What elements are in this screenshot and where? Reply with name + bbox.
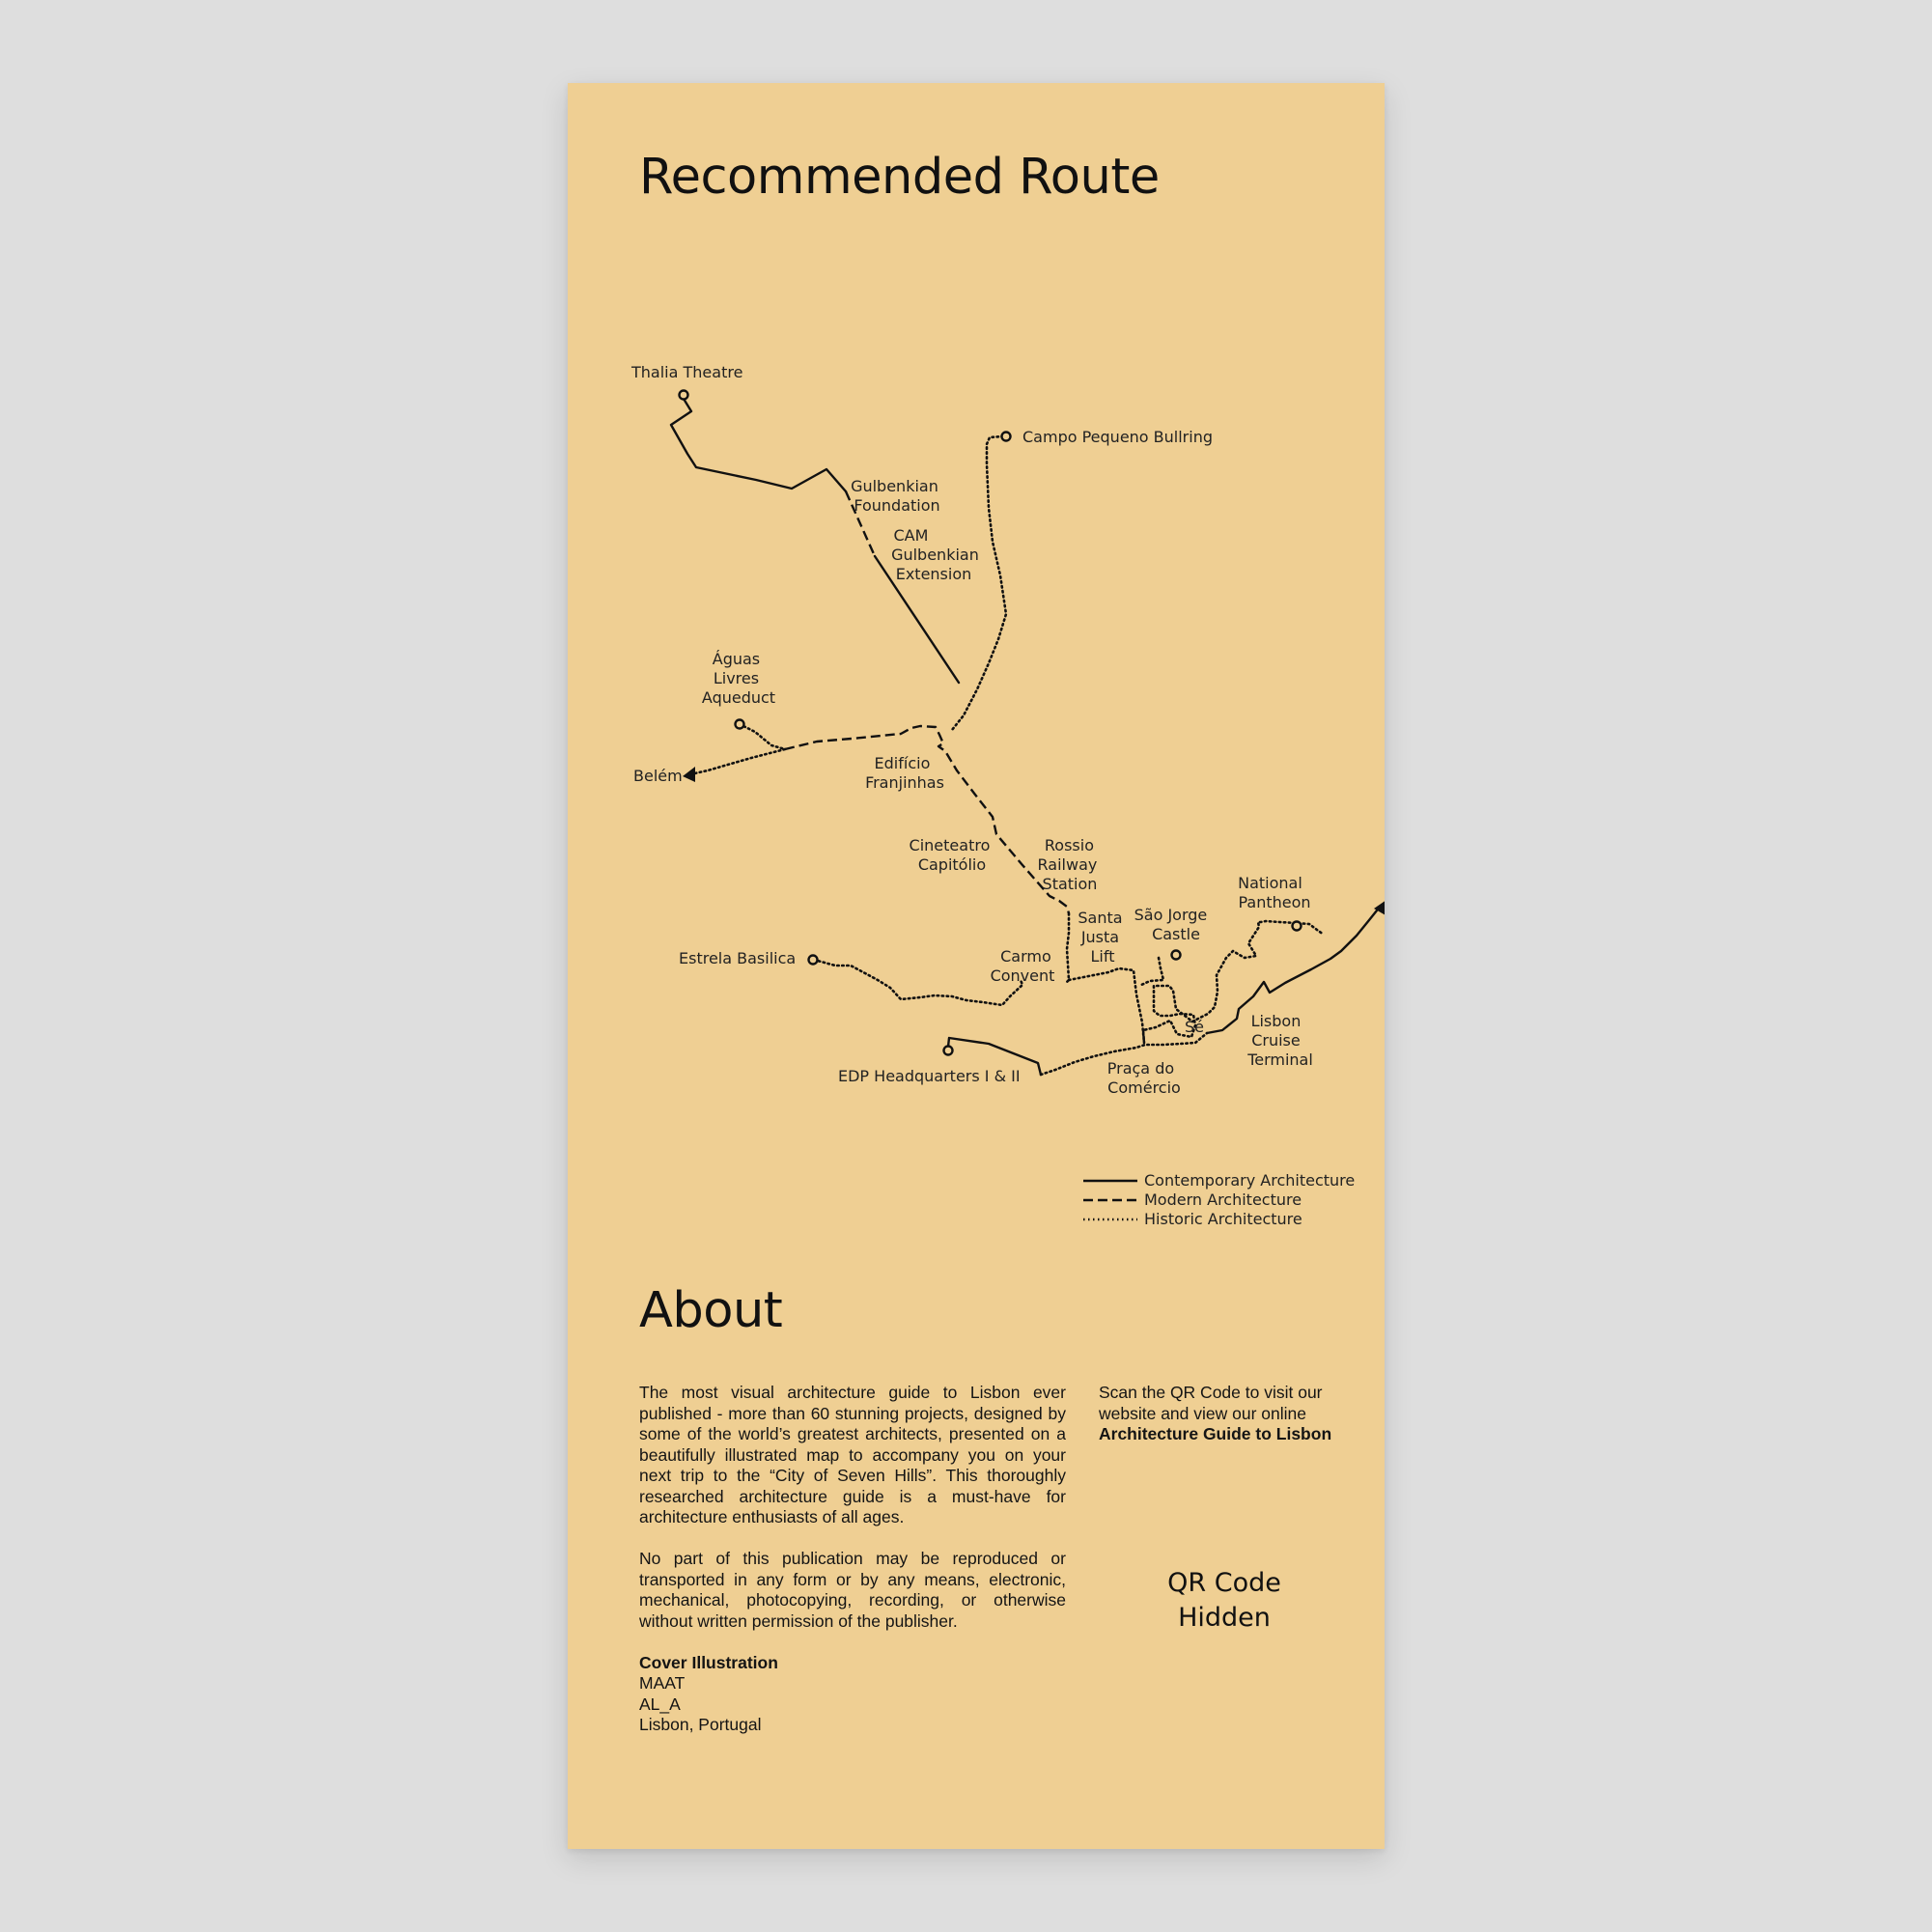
label-estrela: Estrela Basilica	[679, 949, 797, 967]
label-carmo: Carmo Convent	[990, 947, 1055, 985]
label-cineteatro: Cineteatro Capitólio	[909, 836, 991, 874]
stop-edp[interactable]	[944, 1047, 953, 1055]
label-edp: EDP Headquarters I & II	[838, 1067, 1021, 1085]
legend-historic: Historic Architecture	[1144, 1210, 1302, 1228]
label-rossio: Rossio Railway Station	[1037, 836, 1098, 893]
label-pantheon: National Pantheon	[1238, 874, 1311, 911]
legend-modern: Modern Architecture	[1144, 1190, 1302, 1209]
label-gulbenkian: Gulbenkian Foundation	[851, 477, 940, 515]
stop-pantheon[interactable]	[1293, 922, 1302, 931]
credit-line: MAAT	[639, 1673, 686, 1693]
label-thalia: Thalia Theatre	[631, 363, 743, 381]
label-edificio: Edifício Franjinhas	[865, 754, 944, 792]
arrow-belem-icon	[683, 767, 695, 782]
stop-estrela[interactable]	[809, 956, 818, 965]
route-historic-aguas	[740, 724, 785, 749]
credit-line: Lisbon, Portugal	[639, 1715, 762, 1734]
route-historic-se-link	[1139, 958, 1163, 986]
label-belem: Belém	[633, 767, 683, 785]
route-title: Recommended Route	[639, 149, 1160, 206]
stop-sao-jorge[interactable]	[1172, 951, 1181, 960]
about-title: About	[639, 1282, 783, 1339]
route-historic-lift	[1069, 968, 1144, 1043]
brochure-page	[568, 83, 1385, 1849]
label-sao-jorge: São Jorge Castle	[1134, 906, 1208, 943]
about-paragraph-1: The most visual architecture guide to Lisbon ever published - more than 60 stunning projects, designed by some of the world’s greatest architects, presented on a beautifully illustrated map to accompany you on your next trip to the “City of Seven Hills”. This thoroughly researched architecture guide is a must-have for architecture enthusiasts of all ages.	[639, 1383, 1066, 1526]
stop-campo[interactable]	[1002, 433, 1011, 441]
credit-heading: Cover Illustration	[639, 1652, 778, 1672]
qr-link[interactable]: Architecture Guide to Lisbon	[1099, 1424, 1332, 1443]
route-contemporary-north	[671, 399, 846, 491]
label-santa-justa: Santa Justa Lift	[1078, 909, 1123, 966]
qr-code-placeholder[interactable]	[1108, 1566, 1340, 1636]
label-se: Sé	[1185, 1018, 1204, 1036]
qr-text: Scan the QR Code to visit our website and view our online	[1099, 1383, 1323, 1423]
route-historic-rossio	[1066, 913, 1069, 983]
label-campo: Campo Pequeno Bullring	[1022, 428, 1213, 446]
label-cam: CAM Gulbenkian Extension	[891, 526, 979, 583]
legend-contemporary: Contemporary Architecture	[1144, 1171, 1356, 1190]
map-legend	[1083, 1171, 1355, 1228]
stop-thalia[interactable]	[680, 391, 688, 400]
qr-placeholder-line: Hidden	[1178, 1603, 1271, 1633]
route-historic-campo	[952, 436, 1006, 730]
about-text	[639, 1383, 1066, 1736]
about-paragraph-2: No part of this publication may be reproduced or transported in any form or by any means, electronic, mechanical, photocopying, recording, or otherwise without written permission of the publisher.	[639, 1549, 1066, 1631]
qr-caption	[1099, 1383, 1350, 1445]
stop-aguas[interactable]	[736, 720, 744, 729]
route-historic-belem	[690, 749, 785, 774]
cover-credit	[639, 1653, 1066, 1736]
label-cruise: Lisbon Cruise Terminal	[1247, 1012, 1313, 1069]
label-praca: Praça do Comércio	[1106, 1059, 1181, 1097]
credit-line: AL_A	[639, 1694, 681, 1714]
route-map	[568, 83, 1385, 1242]
label-aguas: Águas Livres Aqueduct	[701, 650, 776, 707]
qr-placeholder-line: QR Code	[1167, 1568, 1281, 1598]
